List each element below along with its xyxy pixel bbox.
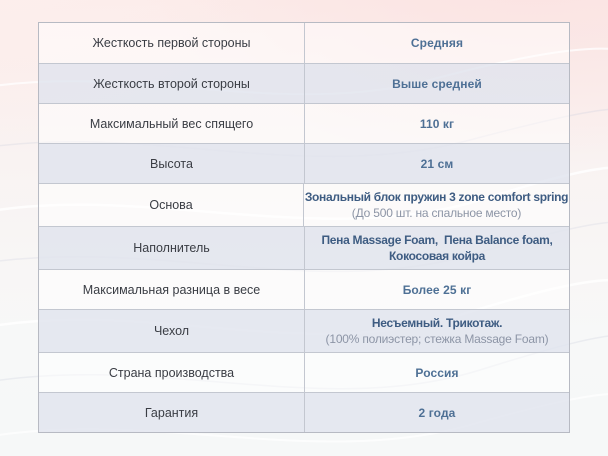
spec-value-line: Россия (415, 365, 459, 380)
table-row (39, 392, 569, 432)
spec-value-line: 21 см (420, 156, 454, 171)
spec-value-line: Кокосовая койра (389, 249, 485, 263)
spec-name: Гарантия (39, 393, 305, 432)
table-row (39, 183, 569, 226)
table-row (39, 63, 569, 103)
table-row (39, 143, 569, 183)
spec-name: Максимальный вес спящего (39, 104, 305, 143)
table-row (39, 309, 569, 352)
spec-value-line: (100% полиэстер; стежка Massage Foam) (325, 332, 549, 346)
spec-value (305, 104, 569, 143)
spec-value-line: 2 года (418, 405, 456, 420)
spec-value-line: Средняя (410, 36, 464, 50)
spec-value (305, 227, 569, 269)
table-row (39, 269, 569, 309)
spec-value-line: Несъемный. Трикотаж. (371, 316, 503, 330)
spec-value (305, 353, 569, 392)
spec-value (305, 270, 569, 309)
spec-name: Страна производства (39, 353, 305, 392)
spec-name: Чехол (39, 310, 305, 352)
table-row (39, 103, 569, 143)
spec-name: Высота (39, 144, 305, 183)
spec-value-line: (До 500 шт. на спальное место) (351, 206, 522, 220)
spec-value-line: Более 25 кг (402, 282, 472, 297)
specifications-table (38, 22, 570, 433)
spec-value-line: Пена Massage Foam, Пена Balance foam, (321, 233, 553, 247)
spec-value (305, 64, 569, 103)
table-row (39, 23, 569, 63)
spec-name: Максимальная разница в весе (39, 270, 305, 309)
spec-value (305, 393, 569, 432)
spec-value (305, 310, 569, 352)
spec-value (305, 23, 569, 63)
spec-value (304, 184, 569, 226)
spec-value-line: Выше средней (392, 76, 482, 91)
spec-name: Наполнитель (39, 227, 305, 269)
spec-value-line: Зональный блок пружин 3 zone comfort spring (304, 190, 569, 204)
spec-name: Жесткость первой стороны (39, 23, 305, 63)
spec-name: Основа (39, 184, 304, 226)
table-row (39, 226, 569, 269)
spec-value (305, 144, 569, 183)
spec-value-line: 110 кг (419, 116, 455, 131)
table-row (39, 352, 569, 392)
spec-name: Жесткость второй стороны (39, 64, 305, 103)
